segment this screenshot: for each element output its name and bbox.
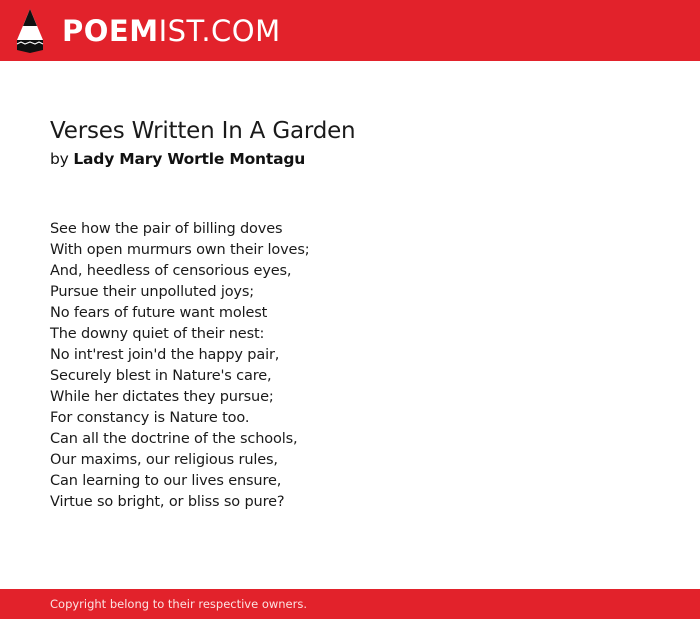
poem-line: Virtue so bright, or bliss so pure? xyxy=(50,494,285,510)
poem-line: And, heedless of censorious eyes, xyxy=(50,263,292,279)
poem-line: Pursue their unpolluted joys; xyxy=(50,284,255,300)
poem-title: Verses Written In A Garden xyxy=(50,118,356,144)
poem-line: No fears of future want molest xyxy=(50,305,268,321)
poem-line: With open murmurs own their loves; xyxy=(50,242,310,258)
poem-author: Lady Mary Wortle Montagu xyxy=(73,150,306,168)
site-logo-link[interactable] xyxy=(16,8,281,54)
poem-line: While her dictates they pursue; xyxy=(50,389,274,405)
logo-text-light: IST.COM xyxy=(158,13,281,48)
poem-line: For constancy is Nature too. xyxy=(50,410,250,426)
pencil-icon xyxy=(16,9,44,53)
poem-line: Our maxims, our religious rules, xyxy=(50,452,278,468)
copyright-notice: Copyright belong to their respective owners. xyxy=(50,597,308,611)
poem-line: See how the pair of billing doves xyxy=(50,221,283,237)
logo-text-bold: POEM xyxy=(62,13,159,48)
poem-line: Can learning to our lives ensure, xyxy=(50,473,282,489)
poem-line: Securely blest in Nature's care, xyxy=(50,368,272,384)
site-footer xyxy=(0,589,700,619)
by-label: by xyxy=(50,150,69,168)
poem-line: No int'rest join'd the happy pair, xyxy=(50,347,280,363)
poem-header xyxy=(50,116,670,170)
poem-byline xyxy=(50,148,670,170)
poem-line: The downy quiet of their nest: xyxy=(50,326,265,342)
poem-body xyxy=(50,219,670,513)
poem-line: Can all the doctrine of the schools, xyxy=(50,431,298,447)
site-header xyxy=(0,0,700,61)
site-logo-text xyxy=(62,13,281,48)
